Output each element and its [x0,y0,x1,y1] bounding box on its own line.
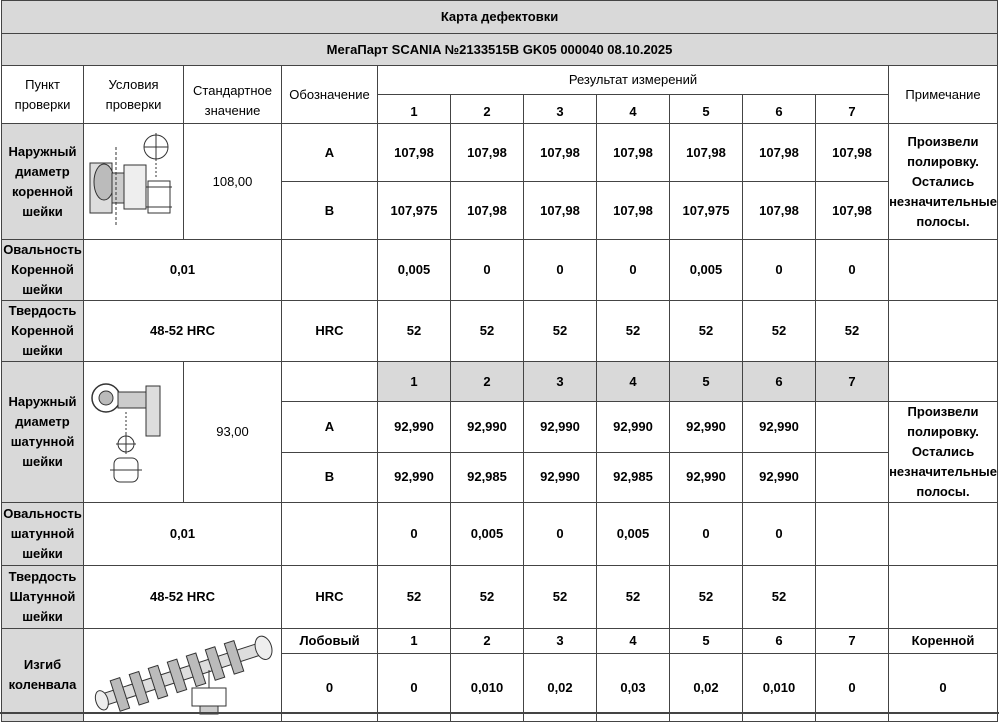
rod-diameter-b-5: 92,990 [670,452,743,503]
header-standard: Стандартное значение [184,66,282,124]
rod-diameter-label: Наружный диаметр шатунной шейки [2,362,84,503]
header-point: Пункт проверки [2,66,84,124]
rod-diameter-b-1: 92,990 [378,452,451,503]
rod-ovality-1: 0 [378,503,451,566]
rod-diameter-b-3: 92,990 [524,452,597,503]
bottom-border [0,712,999,714]
main-diameter-a-4: 107,98 [597,124,670,182]
rod-ovality-label: Овальность шатунной шейки [2,503,84,566]
crank-col-4: 4 [597,629,670,654]
rod-diameter-b-6: 92,990 [743,452,816,503]
main-hardness-standard: 48-52 HRC [84,301,282,362]
rod-diameter-standard: 93,00 [184,362,282,503]
main-diameter-label: Наружный диаметр коренной шейки [2,124,84,240]
main-diameter-b-6: 107,98 [743,182,816,240]
main-ovality-standard: 0,01 [84,240,282,301]
main-diameter-standard: 108,00 [184,124,282,240]
header-col-5: 5 [670,95,743,124]
crank-col-3: 3 [524,629,597,654]
rod-ovality-6: 0 [743,503,816,566]
rod-hardness-designation: HRC [282,566,378,629]
main-diameter-a-5: 107,98 [670,124,743,182]
main-diameter-a-1: 107,98 [378,124,451,182]
rod-diameter-header-blank [282,362,378,402]
crank-col-2: 2 [451,629,524,654]
rod-col-7: 7 [816,362,889,402]
header-col-3: 3 [524,95,597,124]
main-ovality-2: 0 [451,240,524,301]
rod-diameter-a-6: 92,990 [743,402,816,453]
rod-diameter-note: Произвели полировку. Остались незначительные полосы. [889,402,998,503]
crank-col-6: 6 [743,629,816,654]
rod-hardness-note [889,566,998,629]
rod-hardness-standard: 48-52 HRC [84,566,282,629]
main-diameter-b-5: 107,975 [670,182,743,240]
main-hardness-4: 52 [597,301,670,362]
main-ovality-5: 0,005 [670,240,743,301]
main-hardness-2: 52 [451,301,524,362]
crank-value-6: 0,010 [743,654,816,722]
main-diameter-a-3: 107,98 [524,124,597,182]
main-ovality-1: 0,005 [378,240,451,301]
rod-hardness-6: 52 [743,566,816,629]
main-ovality-designation [282,240,378,301]
main-diameter-b-1: 107,975 [378,182,451,240]
rod-diameter-b-4: 92,985 [597,452,670,503]
rod-diameter-a-5: 92,990 [670,402,743,453]
rod-diameter-b-2: 92,985 [451,452,524,503]
header-note: Примечание [889,66,998,124]
rod-diameter-a-2: 92,990 [451,402,524,453]
rod-hardness-4: 52 [597,566,670,629]
rod-col-3: 3 [524,362,597,402]
rod-col-6: 6 [743,362,816,402]
rod-col-1: 1 [378,362,451,402]
main-hardness-label: Твердость Коренной шейки [2,301,84,362]
crank-value-1: 0 [378,654,451,722]
rod-diameter-designation-a: А [282,402,378,453]
crank-bend-label: Изгиб коленвала [2,629,84,722]
main-hardness-designation: HRC [282,301,378,362]
rod-ovality-standard: 0,01 [84,503,282,566]
crank-value-2: 0,010 [451,654,524,722]
header-col-4: 4 [597,95,670,124]
main-diameter-designation-b: В [282,182,378,240]
header-col-6: 6 [743,95,816,124]
main-diameter-designation-a: А [282,124,378,182]
main-ovality-3: 0 [524,240,597,301]
rod-ovality-2: 0,005 [451,503,524,566]
crank-value-5: 0,02 [670,654,743,722]
rod-journal-diagram [84,362,184,503]
crank-main-value: 0 [889,654,998,722]
card-title: Карта дефектовки [2,1,998,34]
main-ovality-7: 0 [816,240,889,301]
main-hardness-7: 52 [816,301,889,362]
header-designation: Обозначение [282,66,378,124]
rod-diameter-b-7 [816,452,889,503]
rod-ovality-7 [816,503,889,566]
main-hardness-1: 52 [378,301,451,362]
main-ovality-note [889,240,998,301]
main-hardness-note [889,301,998,362]
rod-header-note-blank [889,362,998,402]
crank-value-4: 0,03 [597,654,670,722]
crank-front-value: 0 [282,654,378,722]
crank-main-label: Коренной [889,629,998,654]
rod-ovality-note [889,503,998,566]
rod-hardness-3: 52 [524,566,597,629]
rod-hardness-label: Твердость Шатунной шейки [2,566,84,629]
rod-diameter-a-7 [816,402,889,453]
main-ovality-4: 0 [597,240,670,301]
header-col-2: 2 [451,95,524,124]
rod-col-5: 5 [670,362,743,402]
crank-value-3: 0,02 [524,654,597,722]
rod-hardness-1: 52 [378,566,451,629]
main-hardness-5: 52 [670,301,743,362]
main-diameter-b-3: 107,98 [524,182,597,240]
crank-col-7: 7 [816,629,889,654]
main-diameter-a-6: 107,98 [743,124,816,182]
main-diameter-b-2: 107,98 [451,182,524,240]
rod-col-4: 4 [597,362,670,402]
rod-ovality-5: 0 [670,503,743,566]
rod-diameter-a-4: 92,990 [597,402,670,453]
rod-ovality-designation [282,503,378,566]
main-diameter-note: Произвели полировку. Остались незначительные полосы. [889,124,998,240]
main-diameter-b-4: 107,98 [597,182,670,240]
rod-hardness-7 [816,566,889,629]
main-hardness-3: 52 [524,301,597,362]
crank-col-1: 1 [378,629,451,654]
header-conditions: Условия проверки [84,66,184,124]
rod-ovality-4: 0,005 [597,503,670,566]
main-ovality-label: Овальность Коренной шейки [2,240,84,301]
rod-diameter-designation-b: В [282,452,378,503]
crank-front-label: Лобовый [282,629,378,654]
main-diameter-a-2: 107,98 [451,124,524,182]
defect-card-table [1,0,998,722]
header-col-1: 1 [378,95,451,124]
crankshaft-diagram [84,629,282,722]
main-journal-diagram [84,124,184,240]
main-hardness-6: 52 [743,301,816,362]
crank-col-5: 5 [670,629,743,654]
main-ovality-6: 0 [743,240,816,301]
header-col-7: 7 [816,95,889,124]
rod-ovality-3: 0 [524,503,597,566]
card-subtitle: МегаПарт SCANIA №2133515В GK05 000040 08.10.2025 [2,34,998,66]
rod-diameter-a-1: 92,990 [378,402,451,453]
header-result: Результат измерений [378,66,889,95]
rod-hardness-5: 52 [670,566,743,629]
rod-hardness-2: 52 [451,566,524,629]
main-diameter-a-7: 107,98 [816,124,889,182]
main-diameter-b-7: 107,98 [816,182,889,240]
rod-diameter-a-3: 92,990 [524,402,597,453]
rod-col-2: 2 [451,362,524,402]
crank-value-7: 0 [816,654,889,722]
